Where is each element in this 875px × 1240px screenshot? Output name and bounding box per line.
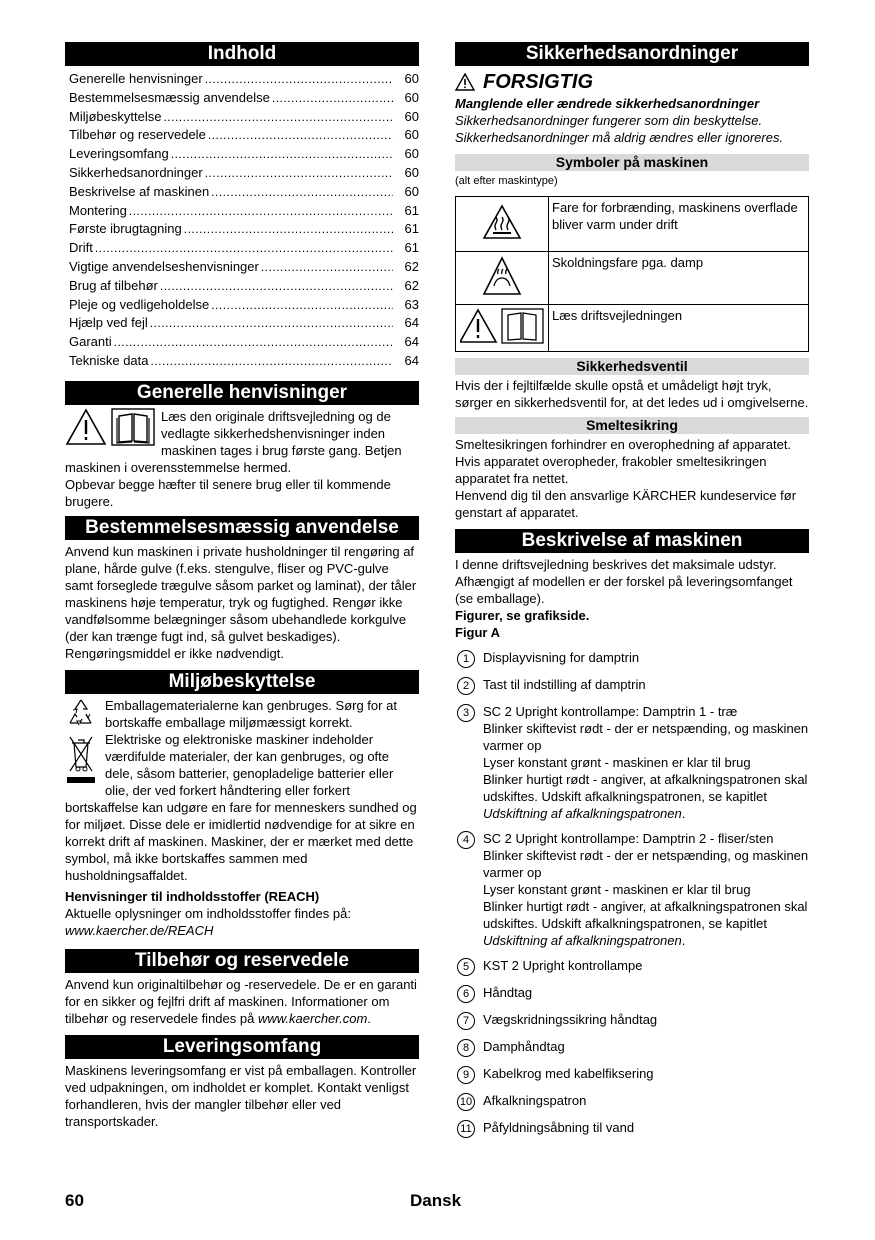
item-number: 7 (457, 1012, 475, 1030)
language-label: Dansk (410, 1191, 462, 1210)
description-heading: Beskrivelse af maskinen (455, 529, 809, 553)
item-number: 1 (457, 650, 475, 668)
item-text-blink: Blinker skiftevist rødt - der er netspænding, og maskinen varmer op (483, 848, 809, 880)
item-text-fast-blink: Blinker hurtigt rødt - angiver, at afkalkningspatronen skal udskiftes. Udskift afkalkningspatronen, se kapitlet (483, 772, 808, 804)
item-text: SC 2 Upright kontrollampe: Damptrin 1 - træ (483, 704, 738, 719)
general-section (65, 408, 419, 510)
toc-entry[interactable] (65, 183, 419, 202)
accessories-text: Anvend kun originaltilbehør og -reservedele. De er en garanti for en sikker og fejlfri drift af maskinen. Informationer om tilbehør og reservedele findes på (65, 976, 417, 1026)
toc-entry-page: 62 (404, 258, 419, 274)
toc-entry-title: Montering (69, 202, 127, 218)
item-number: 9 (457, 1066, 475, 1084)
symbols-table (455, 196, 809, 352)
intended-use-text-2: Rengøringsmiddel er ikke nødvendigt. (65, 645, 284, 661)
symbol-row (456, 252, 809, 305)
item-text: Påfyldningsåbning til vand (483, 1120, 635, 1135)
left-column (65, 42, 419, 1130)
toc-entry-page: 64 (404, 315, 419, 331)
list-item (455, 984, 809, 1003)
accessories-heading: Tilbehør og reservedele (65, 949, 419, 973)
caution-text: Sikkerhedsanordninger fungerer som din beskyttelse. Sikkerhedsanordninger må aldrig ændres eller ignoreres. (455, 113, 784, 145)
weee-bin-icon (65, 735, 97, 785)
item-number: 6 (457, 985, 475, 1003)
toc-entry-title: Drift (69, 240, 93, 256)
list-item (455, 649, 809, 668)
toc-entry[interactable] (65, 145, 419, 164)
delivery-heading: Leveringsomfang (65, 1035, 419, 1059)
delivery-text: Maskinens leveringsomfang er vist på emballagen. Kontroller ved udpakningen, om indholdet er komplet. Kontakt venligst forhandleren, hvis der mangler tilbehør eller ved transportskader. (65, 1062, 417, 1129)
reach-title: Henvisninger til indholdsstoffer (REACH) (65, 888, 320, 904)
reach-text: Aktuelle oplysninger om indholdsstoffer findes på: (65, 905, 351, 921)
item-number: 2 (457, 677, 475, 695)
fuse-text-1: Smeltesikringen forhindrer en overophedning af apparatet. Hvis apparatet overopheder, frakobler smeltesikringen apparatet fra nettet. (455, 437, 792, 486)
accessories-section: Anvend kun originaltilbehør og -reservedele. De er en garanti for en sikker og fejlfri drift af maskinen. Informationer om tilbehør og reservedele findes på www.kaercher.com. (65, 976, 417, 1026)
book-icon (111, 408, 155, 446)
toc-entry[interactable] (65, 277, 419, 296)
caution-warning-icon (455, 73, 475, 91)
toc-entry-page: 61 (404, 202, 419, 218)
toc-entry[interactable] (65, 352, 419, 371)
toc-entry-title: Hjælp ved fejl (69, 315, 148, 331)
intended-use-section (65, 543, 419, 662)
item-text: Displayvisning for damptrin (483, 650, 640, 665)
reach-link[interactable]: www.kaercher.de/REACH (65, 922, 214, 938)
toc-entry[interactable] (65, 202, 419, 221)
chapter-reference: Udskiftning af afkalkningspatronen (483, 806, 682, 821)
symbol-text: Læs driftsvejledningen (549, 305, 809, 352)
toc-list (65, 70, 419, 371)
toc-entry-page: 61 (404, 240, 419, 256)
chapter-reference: Udskiftning af afkalkningspatronen (483, 933, 682, 948)
list-item (455, 1011, 809, 1030)
toc-entry[interactable] (65, 164, 419, 183)
item-text: KST 2 Upright kontrollampe (483, 958, 643, 973)
item-number: 8 (457, 1039, 475, 1057)
toc-entry-page: 60 (404, 108, 419, 124)
item-text: Vægskridningssikring håndtag (483, 1012, 658, 1027)
weee-text: Elektriske og elektroniske maskiner indeholder værdifulde materialer, der kan genbruges, og ofte dele, såsom batterier, genopladelige batterier eller olie, der ved forkert håndtering eller forkert bortskaffelse kan udgøre en fare for menneskers sundhed og for miljøet. Disse dele er imidlertid nødvendige for at sikre en korrekt drift af maskinen. Maskiner, der er mærket med dette symbol, må ikke bortskaffes sammen med husholdningsaffaldet. (65, 731, 417, 883)
toc-entry-title: Bestemmelsesmæssig anvendelse (69, 89, 270, 105)
item-text-steady: Lyser konstant grønt - maskinen er klar til brug (483, 755, 751, 770)
accessories-link[interactable]: www.kaercher.com (257, 1010, 368, 1026)
toc-entry[interactable] (65, 89, 419, 108)
item-text-steady: Lyser konstant grønt - maskinen er klar til brug (483, 882, 751, 897)
toc-entry-page: 60 (404, 164, 419, 180)
item-number: 11 (457, 1120, 475, 1138)
page-number: 60 (65, 1191, 84, 1210)
toc-entry-page: 61 (404, 221, 419, 237)
fuse-heading: Smeltesikring (455, 417, 809, 434)
item-number: 4 (457, 831, 475, 849)
hot-surface-icon (482, 204, 522, 240)
toc-entry[interactable] (65, 220, 419, 239)
environment-icons (65, 697, 99, 789)
toc-entry-title: Tilbehør og reservedele (69, 127, 206, 143)
caution-label: FORSIGTIG (483, 70, 593, 93)
item-number: 3 (457, 704, 475, 722)
valve-text: Hvis der i fejltilfælde skulle opstå et umådeligt højt tryk, sørger en sikkerhedsventil for, at det ledes ud i omgivelserne. (455, 378, 809, 410)
right-column (455, 42, 809, 1146)
list-item (455, 1092, 809, 1111)
symbols-note: (alt efter maskintype) (455, 175, 558, 187)
list-item (455, 676, 809, 695)
figures-label: Figurer, se grafikside. (455, 608, 590, 623)
recycle-icon (65, 697, 97, 729)
toc-entry-page: 60 (404, 183, 419, 199)
toc-entry-page: 60 (404, 127, 419, 143)
toc-entry[interactable] (65, 239, 419, 258)
toc-heading: Indhold (65, 42, 419, 66)
general-heading: Generelle henvisninger (65, 381, 419, 405)
item-text-blink: Blinker skiftevist rødt - der er netspænding, og maskinen varmer op (483, 721, 809, 753)
toc-entry-title: Garanti (69, 334, 112, 350)
toc-entry-title: Pleje og vedligeholdelse (69, 296, 210, 312)
toc-entry-title: Sikkerhedsanordninger (69, 164, 203, 180)
general-text-2: Opbevar begge hæfter til senere brug eller til kommende brugere. (65, 476, 391, 509)
delivery-section (65, 1062, 419, 1130)
general-text-1: Læs den originale driftsvejledning og de vedlagte sikkerhedshenvisninger inden maskinen tages i brug første gang. Betjen maskinen i overensstemmelse hermed. (65, 408, 402, 475)
item-text-fast-blink: Blinker hurtigt rødt - angiver, at afkalkningspatronen skal udskiftes. Udskift afkalkningspatronen, se kapitlet (483, 899, 808, 931)
list-item (455, 957, 809, 976)
toc-entry[interactable] (65, 70, 419, 89)
item-number: 5 (457, 958, 475, 976)
toc-entry-title: Miljøbeskyttelse (69, 108, 162, 124)
caution-block (455, 69, 809, 95)
symbols-heading: Symboler på maskinen (455, 154, 809, 171)
warning-icon (65, 408, 107, 446)
toc-entry-title: Leveringsomfang (69, 146, 169, 162)
steam-hazard-icon (482, 256, 522, 296)
list-item: 3 SC 2 Upright kontrollampe: Damptrin 1 - træ Blinker skiftevist rødt - der er netspænding, og maskinen varmer op Lyser konstant grønt - maskinen er klar til brug Blinker hurtigt rødt - angiver, at afkalkningspatronen skal udskiftes. Udskift afkalkningspatronen, se kapitlet Udskiftning af afkalkningspatronen. (455, 703, 809, 822)
figure-a-label: Figur A (455, 625, 501, 640)
symbol-text: Skoldningsfare pga. damp (549, 252, 809, 305)
item-text: Kabelkrog med kabelfiksering (483, 1066, 654, 1081)
intended-use-text-1: Anvend kun maskinen i private husholdninger til rengøring af plane, hårde gulve (f.eks. stengulve, fliser og PVC-gulve samt forseglede trægulve såsom parket og laminat), der tåler maskinens høje temperatur, tryk og fugtighed. Rengør ikke vandfølsomme belægninger såsom ubehandlede korkgulve (der kan trænge fugt ind, så gulvet beskadiges). (65, 543, 417, 644)
toc-entry[interactable] (65, 314, 419, 333)
caution-title: Manglende eller ændrede sikkerhedsanordninger (455, 96, 760, 111)
environment-heading: Miljøbeskyttelse (65, 670, 419, 694)
toc-entry[interactable] (65, 108, 419, 127)
item-text: Damphåndtag (483, 1039, 565, 1054)
intended-use-heading: Bestemmelsesmæssig anvendelse (65, 516, 419, 540)
toc-entry-page: 64 (404, 352, 419, 368)
toc-entry-title: Tekniske data (69, 352, 149, 368)
toc-entry-page: 64 (404, 334, 419, 350)
fuse-text-2: Henvend dig til den ansvarlige KÄRCHER kundeservice før genstart af apparatet. (455, 488, 797, 520)
toc-entry-title: Generelle henvisninger (69, 71, 203, 86)
toc-entry-title: Vigtige anvendelseshenvisninger (69, 258, 259, 274)
symbol-row (456, 305, 809, 352)
toc-entry[interactable] (65, 126, 419, 145)
toc-entry-title: Første ibrugtagning (69, 221, 182, 237)
toc-entry-title: Beskrivelse af maskinen (69, 183, 210, 199)
symbol-row (456, 197, 809, 252)
description-text: I denne driftsvejledning beskrives det maksimale udstyr. Afhængigt af modellen er der forskel på leveringsomfanget (se emballage). (455, 557, 793, 606)
toc-entry-page: 60 (404, 89, 419, 105)
symbol-text: Fare for forbrænding, maskinens overflade bliver varm under drift (549, 197, 809, 252)
parts-list (455, 649, 809, 1138)
list-item (455, 1119, 809, 1138)
list-item (455, 1065, 809, 1084)
item-text: Håndtag (483, 985, 533, 1000)
toc-entry-title: Brug af tilbehør (69, 277, 158, 293)
item-number: 10 (457, 1093, 475, 1111)
toc-entry[interactable] (65, 258, 419, 277)
item-text: Afkalkningspatron (483, 1093, 587, 1108)
toc-entry-page: 63 (404, 296, 419, 312)
general-icons (65, 408, 155, 446)
environment-section (65, 697, 419, 939)
item-text: Tast til indstilling af damptrin (483, 677, 646, 692)
valve-heading: Sikkerhedsventil (455, 358, 809, 375)
toc-entry[interactable] (65, 333, 419, 352)
read-manual-icon (460, 308, 544, 344)
list-item (455, 1038, 809, 1057)
item-text: SC 2 Upright kontrollampe: Damptrin 2 - fliser/sten (483, 831, 774, 846)
list-item: 4 SC 2 Upright kontrollampe: Damptrin 2 - fliser/sten Blinker skiftevist rødt - der er netspænding, og maskinen varmer op Lyser konstant grønt - maskinen er klar til brug Blinker hurtigt rødt - angiver, at afkalkningspatronen skal udskiftes. Udskift afkalkningspatronen, se kapitlet Udskiftning af afkalkningspatronen. (455, 830, 809, 949)
toc-entry[interactable] (65, 296, 419, 315)
toc-entry-page: 62 (404, 277, 419, 293)
toc-entry-page: 60 (404, 71, 419, 86)
toc-entry-page: 60 (404, 146, 419, 162)
safety-heading: Sikkerhedsanordninger (455, 42, 809, 66)
recycle-text: Emballagematerialerne kan genbruges. Sørg for at bortskaffe emballage miljømæssigt korrekt. (105, 697, 397, 730)
